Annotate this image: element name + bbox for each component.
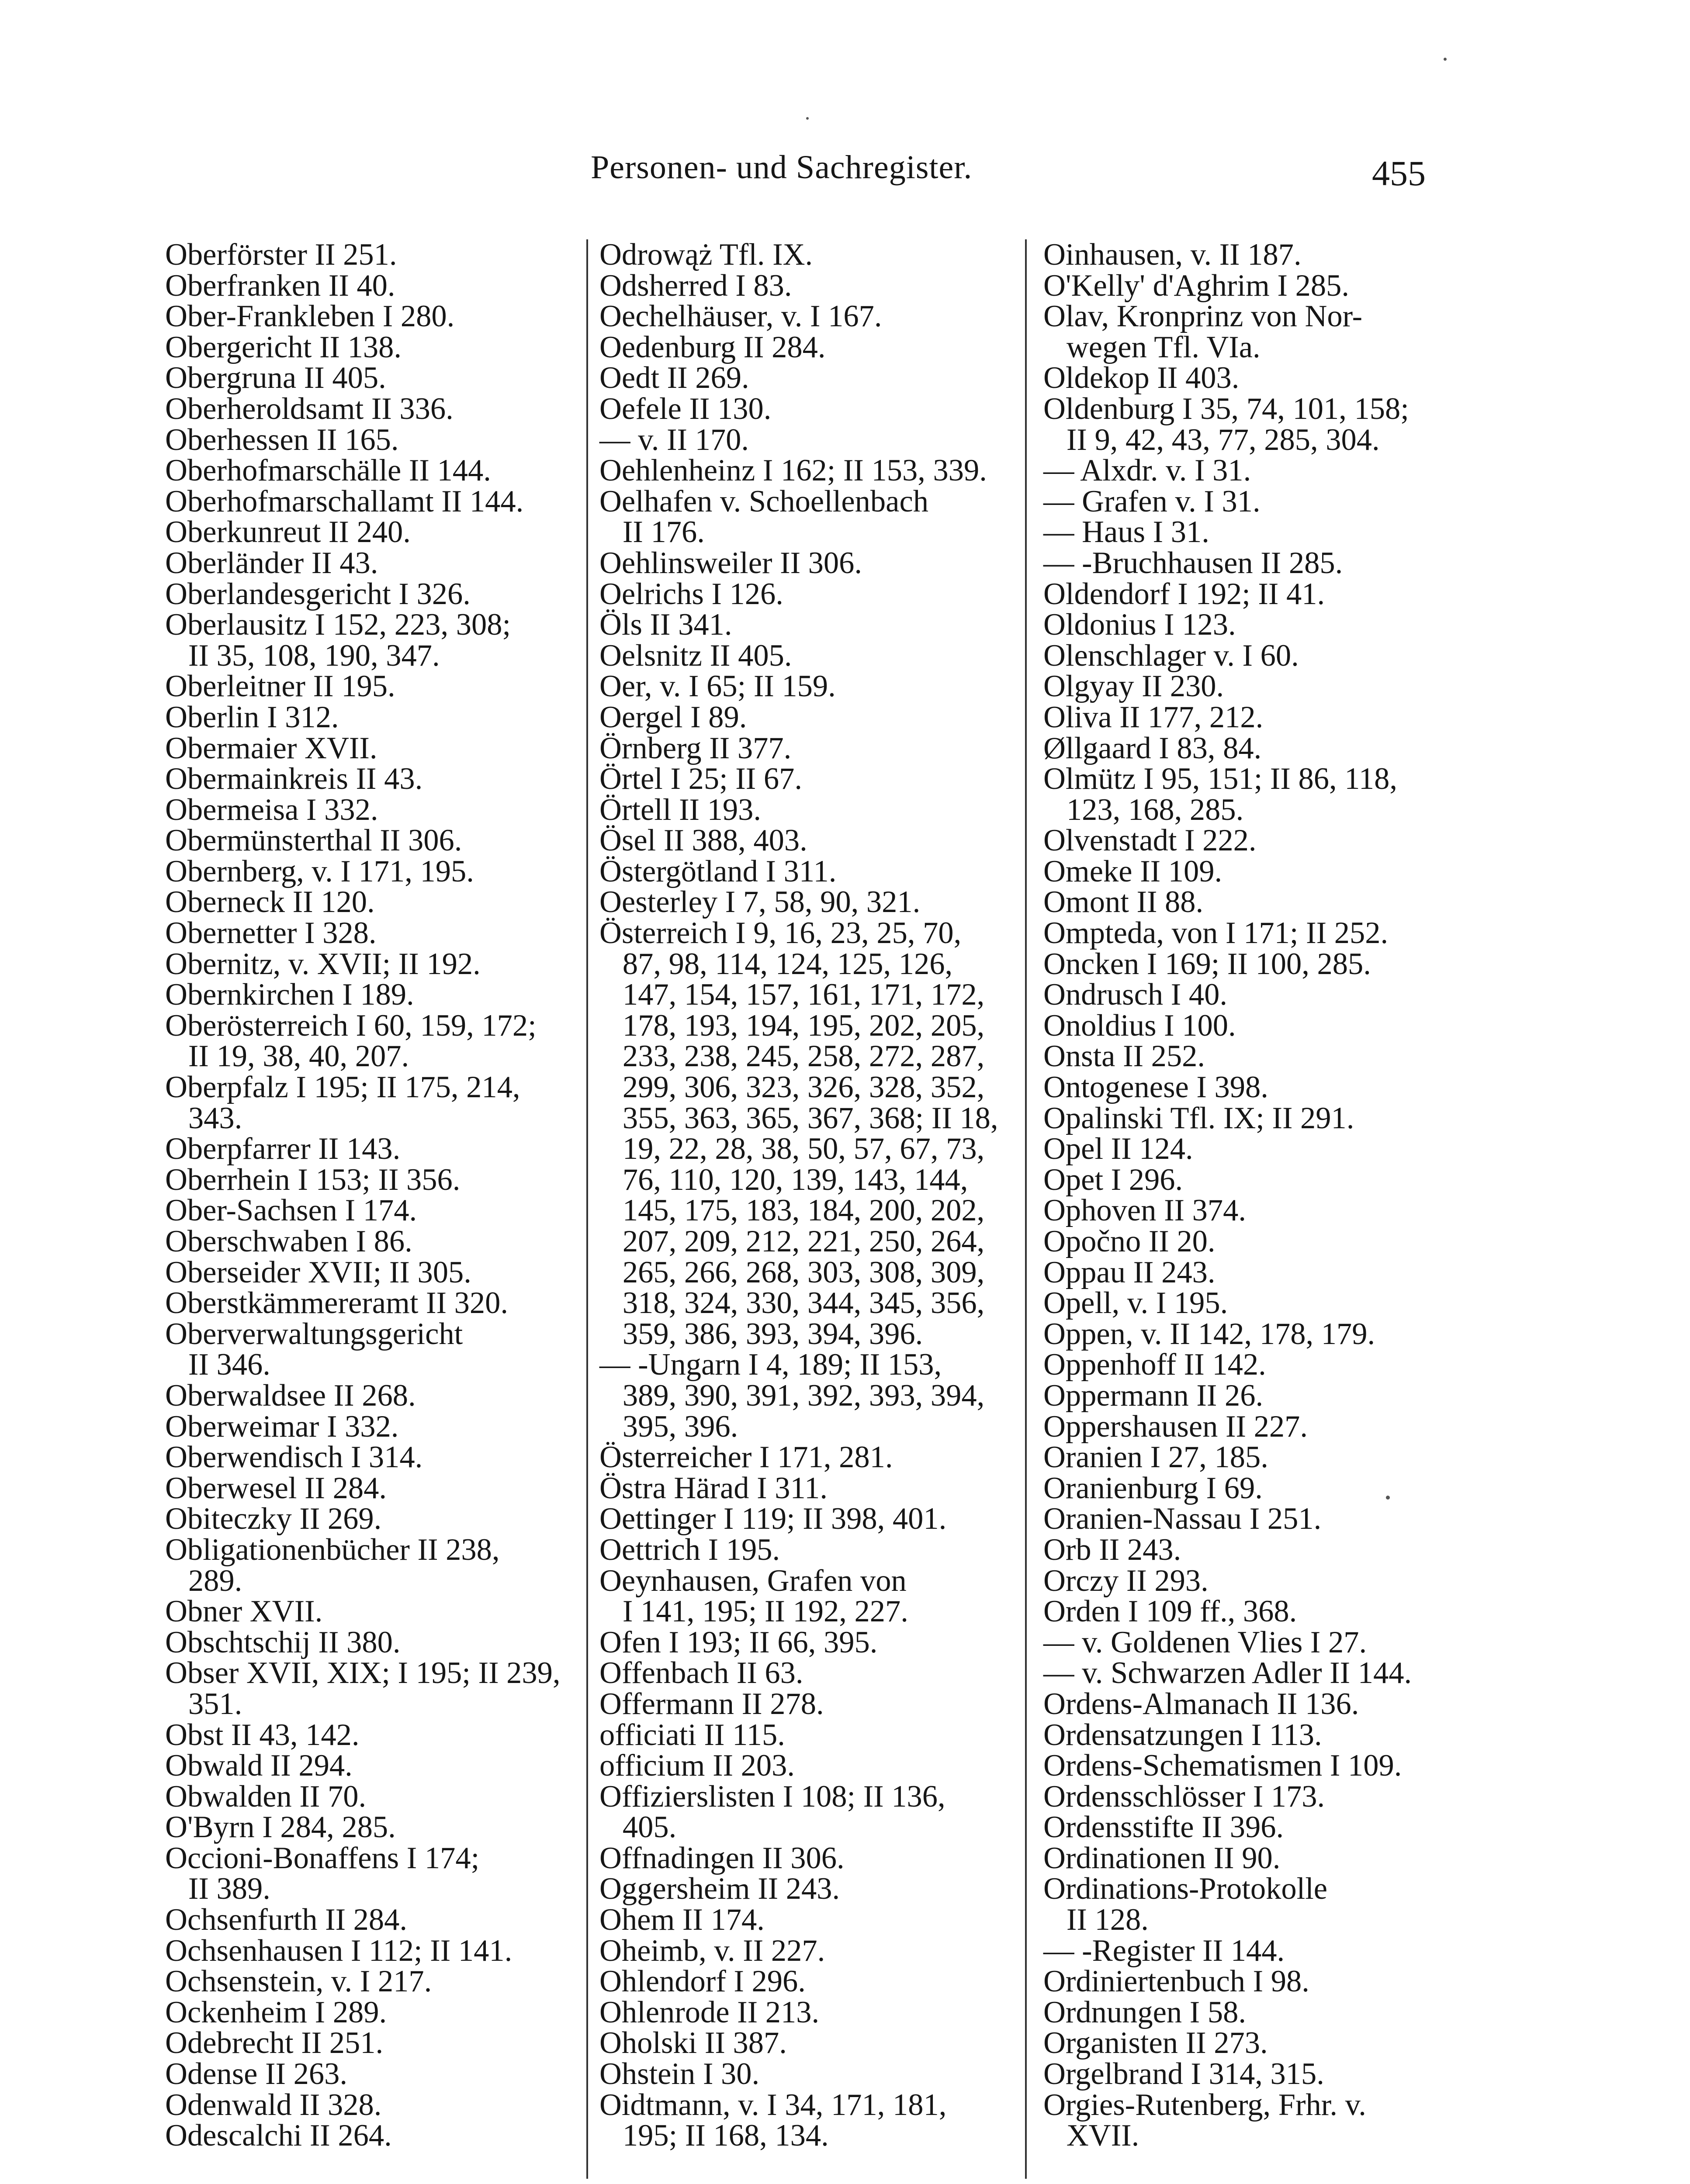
index-entry-line: Oberlandesgericht I 326. bbox=[165, 577, 471, 611]
index-entry-line: Oberrhein I 153; II 356. bbox=[165, 1162, 461, 1197]
index-entry-line: Oelrichs I 126. bbox=[599, 577, 783, 611]
index-entry-line: Örnberg II 377. bbox=[599, 731, 792, 765]
index-entry-line: 87, 98, 114, 124, 125, 126, bbox=[599, 947, 953, 981]
index-entry-line: Ompteda, von I 171; II 252. bbox=[1043, 916, 1389, 950]
index-entry-line: Östra Härad I 311. bbox=[599, 1471, 828, 1505]
index-entry-line: Opočno II 20. bbox=[1043, 1224, 1216, 1258]
index-entry-line: Ochsenstein, v. I 217. bbox=[165, 1964, 432, 1999]
index-entry-line: Obergruna II 405. bbox=[165, 361, 386, 395]
index-entry-line: Ordensstifte II 396. bbox=[1043, 1810, 1284, 1845]
index-entry-line: Obernberg, v. I 171, 195. bbox=[165, 854, 474, 888]
index-entry-line: Oberwesel II 284. bbox=[165, 1471, 387, 1505]
index-entry-line: 145, 175, 183, 184, 200, 202, bbox=[599, 1193, 985, 1228]
index-entry-line: Odescalchi II 264. bbox=[165, 2118, 392, 2153]
index-entry-line: Obermaier XVII. bbox=[165, 731, 377, 765]
index-entry-line: Odenwald II 328. bbox=[165, 2087, 382, 2122]
index-entry-line: Obligationenbücher II 238, bbox=[165, 1532, 500, 1567]
index-entry-line: Obernkirchen I 189. bbox=[165, 978, 414, 1012]
index-entry-line: Oettinger I 119; II 398, 401. bbox=[599, 1502, 947, 1536]
index-entry-line: Oncken I 169; II 100, 285. bbox=[1043, 947, 1371, 981]
index-entry-line: Ösel II 388, 403. bbox=[599, 823, 807, 858]
index-entry-line: O'Kelly' d'Aghrim I 285. bbox=[1043, 268, 1349, 303]
page-header bbox=[0, 149, 1690, 210]
index-entry-line: Orgelbrand I 314, 315. bbox=[1043, 2057, 1324, 2091]
index-entry-line: — Grafen v. I 31. bbox=[1043, 484, 1261, 518]
index-entry-line: Offermann II 278. bbox=[599, 1686, 824, 1721]
index-entry-line: Øllgaard I 83, 84. bbox=[1043, 731, 1262, 765]
index-entry-line: Ordinationen II 90. bbox=[1043, 1841, 1281, 1875]
index-entry-line: Oettrich I 195. bbox=[599, 1532, 780, 1567]
index-entry-line: 123, 168, 285. bbox=[1043, 792, 1244, 827]
index-entry-line: Orczy II 293. bbox=[1043, 1563, 1209, 1598]
index-entry-line: Oehlenheinz I 162; II 153, 339. bbox=[599, 453, 987, 488]
index-entry-line: Ohstein I 30. bbox=[599, 2057, 760, 2091]
index-column-3 bbox=[1043, 239, 1454, 2151]
index-entry-line: Onsta II 252. bbox=[1043, 1039, 1205, 1074]
index-entry-line: Obermünsterthal II 306. bbox=[165, 823, 462, 858]
index-entry-line: — -Bruchhausen II 285. bbox=[1043, 546, 1343, 580]
index-entry-line: Orb II 243. bbox=[1043, 1532, 1181, 1567]
index-entry-line: — v. Schwarzen Adler II 144. bbox=[1043, 1656, 1412, 1690]
index-entry-line: Oldenburg I 35, 74, 101, 158; bbox=[1043, 391, 1409, 426]
index-entry-line: Oelsnitz II 405. bbox=[599, 638, 792, 673]
index-entry-line: Ochsenfurth II 284. bbox=[165, 1903, 408, 1937]
index-entry-line: 318, 324, 330, 344, 345, 356, bbox=[599, 1286, 985, 1320]
index-entry-line: Oranien-Nassau I 251. bbox=[1043, 1502, 1322, 1536]
index-entry-line: Oberhofmarschälle II 144. bbox=[165, 453, 491, 488]
index-entry-line: 405. bbox=[599, 1810, 677, 1845]
index-entry-line: Oeynhausen, Grafen von bbox=[599, 1563, 907, 1598]
paper-speck bbox=[1444, 58, 1447, 61]
index-entry-line: officiati II 115. bbox=[599, 1717, 785, 1752]
index-entry-line: — Alxdr. v. I 31. bbox=[1043, 453, 1251, 488]
index-entry-line: Offenbach II 63. bbox=[599, 1656, 803, 1690]
index-entry-line: Odense II 263. bbox=[165, 2057, 348, 2091]
index-entry-line: Oldendorf I 192; II 41. bbox=[1043, 577, 1325, 611]
index-entry-line: Oggersheim II 243. bbox=[599, 1872, 840, 1906]
index-entry-line: 178, 193, 194, 195, 202, 205, bbox=[599, 1008, 985, 1043]
index-entry-line: Oheimb, v. II 227. bbox=[599, 1933, 825, 1968]
index-entry-line: Onoldius I 100. bbox=[1043, 1008, 1236, 1043]
column-divider bbox=[1025, 239, 1027, 2179]
index-entry-line: Oer, v. I 65; II 159. bbox=[599, 669, 836, 704]
index-entry-line: Omeke II 109. bbox=[1043, 854, 1222, 888]
index-entry-line: Ober-Sachsen I 174. bbox=[165, 1193, 417, 1228]
index-entry-line: II 9, 42, 43, 77, 285, 304. bbox=[1043, 422, 1380, 457]
index-entry-line: O'Byrn I 284, 285. bbox=[165, 1810, 396, 1845]
index-entry-line: 265, 266, 268, 303, 308, 309, bbox=[599, 1255, 985, 1289]
index-entry-line: 289. bbox=[165, 1563, 242, 1598]
index-entry-line: Offnadingen II 306. bbox=[599, 1841, 845, 1875]
index-entry-line: Oppershausen II 227. bbox=[1043, 1409, 1308, 1444]
index-entry-line: Ofen I 193; II 66, 395. bbox=[599, 1625, 878, 1659]
index-entry-line: Obiteczky II 269. bbox=[165, 1502, 382, 1536]
index-entry-line: Oholski II 387. bbox=[599, 2026, 787, 2060]
index-entry-line: Oppau II 243. bbox=[1043, 1255, 1216, 1289]
index-entry-line: Obschtschij II 380. bbox=[165, 1625, 401, 1659]
index-entry-line: Oberpfarrer II 143. bbox=[165, 1132, 401, 1166]
index-entry-line: Oberleitner II 195. bbox=[165, 669, 395, 704]
index-entry-line: Ohlendorf I 296. bbox=[599, 1964, 806, 1999]
index-entry-line: officium II 203. bbox=[599, 1749, 795, 1783]
index-entry-line: Obermeisa I 332. bbox=[165, 792, 378, 827]
index-entry-line: Ophoven II 374. bbox=[1043, 1193, 1247, 1228]
index-entry-line: Oberheroldsamt II 336. bbox=[165, 391, 454, 426]
index-entry-line: Oesterley I 7, 58, 90, 321. bbox=[599, 885, 921, 919]
index-entry-line: 233, 238, 245, 258, 272, 287, bbox=[599, 1039, 985, 1074]
index-entry-line: II 346. bbox=[165, 1348, 270, 1382]
index-entry-line: Obst II 43, 142. bbox=[165, 1717, 360, 1752]
index-entry-line: — v. Goldenen Vlies I 27. bbox=[1043, 1625, 1367, 1659]
index-entry-line: Östergötland I 311. bbox=[599, 854, 837, 888]
index-entry-line: Oberweimar I 332. bbox=[165, 1409, 399, 1444]
index-entry-line: Oppen, v. II 142, 178, 179. bbox=[1043, 1317, 1375, 1351]
index-entry-line: Oldonius I 123. bbox=[1043, 608, 1236, 642]
index-entry-line: Oechelhäuser, v. I 167. bbox=[599, 299, 882, 334]
index-entry-line: Ordiniertenbuch I 98. bbox=[1043, 1964, 1309, 1999]
index-entry-line: — v. II 170. bbox=[599, 422, 749, 457]
index-entry-line: Odrowąż Tfl. IX. bbox=[599, 238, 813, 272]
index-entry-line: Oelhafen v. Schoellenbach bbox=[599, 484, 928, 518]
index-entry-line: Oberstkämmereramt II 320. bbox=[165, 1286, 509, 1320]
index-entry-line: Ockenheim I 289. bbox=[165, 1995, 387, 2029]
paper-speck bbox=[806, 117, 809, 120]
index-entry-line: Oberwendisch I 314. bbox=[165, 1440, 423, 1475]
index-entry-line: 355, 363, 365, 367, 368; II 18, bbox=[599, 1101, 998, 1135]
index-entry-line: Österreich I 9, 16, 23, 25, 70, bbox=[599, 916, 962, 950]
index-entry-line: 359, 386, 393, 394, 396. bbox=[599, 1317, 923, 1351]
index-entry-line: Olav, Kronprinz von Nor- bbox=[1043, 299, 1363, 334]
index-entry-line: Opalinski Tfl. IX; II 291. bbox=[1043, 1101, 1354, 1135]
index-entry-line: XVII. bbox=[1043, 2118, 1139, 2153]
index-entry-line: Obernetter I 328. bbox=[165, 916, 377, 950]
index-entry-line: I 141, 195; II 192, 227. bbox=[599, 1594, 908, 1629]
index-entry-line: Olmütz I 95, 151; II 86, 118, bbox=[1043, 762, 1397, 796]
index-entry-line: II 389. bbox=[165, 1872, 270, 1906]
index-entry-line: 147, 154, 157, 161, 171, 172, bbox=[599, 978, 985, 1012]
index-entry-line: Oberösterreich I 60, 159, 172; bbox=[165, 1008, 537, 1043]
index-entry-line: Oergel I 89. bbox=[599, 700, 747, 734]
index-entry-line: — Haus I 31. bbox=[1043, 515, 1209, 549]
index-entry-line: Oinhausen, v. II 187. bbox=[1043, 238, 1302, 272]
index-column-2 bbox=[599, 239, 1006, 2151]
index-entry-line: Oberkunreut II 240. bbox=[165, 515, 411, 549]
index-entry-line: Oberfranken II 40. bbox=[165, 268, 395, 303]
index-entry-line: Ordens-Schematismen I 109. bbox=[1043, 1749, 1402, 1783]
index-entry-line: II 128. bbox=[1043, 1903, 1149, 1937]
index-entry-line: Örtell II 193. bbox=[599, 792, 762, 827]
index-entry-line: Ohem II 174. bbox=[599, 1903, 765, 1937]
index-entry-line: Österreicher I 171, 281. bbox=[599, 1440, 893, 1475]
index-entry-line: Oberverwaltungsgericht bbox=[165, 1317, 463, 1351]
running-title: Personen- und Sachregister. bbox=[591, 149, 973, 186]
index-entry-line: Olgyay II 230. bbox=[1043, 669, 1224, 704]
index-entry-line: — -Ungarn I 4, 189; II 153, bbox=[599, 1348, 942, 1382]
index-entry-line: Orgies-Rutenberg, Frhr. v. bbox=[1043, 2087, 1366, 2122]
index-entry-line: 195; II 168, 134. bbox=[599, 2118, 829, 2153]
index-entry-line: 389, 390, 391, 392, 393, 394, bbox=[599, 1378, 985, 1413]
index-entry-line: Occioni-Bonaffens I 174; bbox=[165, 1841, 480, 1875]
index-entry-line: Ober-Frankleben I 280. bbox=[165, 299, 455, 334]
index-entry-line: Oberpfalz I 195; II 175, 214, bbox=[165, 1070, 520, 1105]
index-entry-line: Ohlenrode II 213. bbox=[599, 1995, 820, 2029]
index-entry-line: Opet I 296. bbox=[1043, 1162, 1183, 1197]
index-entry-line: Ordens-Almanach II 136. bbox=[1043, 1686, 1359, 1721]
index-entry-line: 351. bbox=[165, 1686, 242, 1721]
index-entry-line: Ordinations-Protokolle bbox=[1043, 1872, 1328, 1906]
index-entry-line: II 176. bbox=[599, 515, 705, 549]
index-entry-line: Obner XVII. bbox=[165, 1594, 323, 1629]
index-entry-line: Oberförster II 251. bbox=[165, 238, 397, 272]
index-entry-line: Organisten II 273. bbox=[1043, 2026, 1268, 2060]
index-entry-line: Oberneck II 120. bbox=[165, 885, 375, 919]
index-entry-line: Örtel I 25; II 67. bbox=[599, 762, 802, 796]
index-entry-line: Oberwaldsee II 268. bbox=[165, 1378, 416, 1413]
index-entry-line: Oedt II 269. bbox=[599, 361, 749, 395]
index-entry-line: Ordensschlösser I 173. bbox=[1043, 1779, 1325, 1814]
index-entry-line: Ochsenhausen I 112; II 141. bbox=[165, 1933, 513, 1968]
index-entry-line: Oberlausitz I 152, 223, 308; bbox=[165, 608, 511, 642]
index-entry-line: Oehlinsweiler II 306. bbox=[599, 546, 862, 580]
index-entry-line: Oberseider XVII; II 305. bbox=[165, 1255, 471, 1289]
index-column-1 bbox=[165, 239, 571, 2151]
index-entry-line: Odsherred I 83. bbox=[599, 268, 792, 303]
index-entry-line: Orden I 109 ff., 368. bbox=[1043, 1594, 1297, 1629]
index-entry-line: II 35, 108, 190, 347. bbox=[165, 638, 440, 673]
index-entry-line: Obergericht II 138. bbox=[165, 330, 402, 364]
column-divider bbox=[586, 239, 588, 2179]
index-entry-line: wegen Tfl. VIa. bbox=[1043, 330, 1261, 364]
index-entry-line: Olenschlager v. I 60. bbox=[1043, 638, 1299, 673]
index-entry-line: 395, 396. bbox=[599, 1409, 738, 1444]
index-entry-line: Öls II 341. bbox=[599, 608, 732, 642]
index-entry-line: Ordensatzungen I 113. bbox=[1043, 1717, 1322, 1752]
paper-speck bbox=[1386, 1496, 1390, 1500]
index-entry-line: Olvenstadt I 222. bbox=[1043, 823, 1257, 858]
index-entry-line: Obwald II 294. bbox=[165, 1749, 353, 1783]
index-entry-line: 343. bbox=[165, 1101, 242, 1135]
index-entry-line: 76, 110, 120, 139, 143, 144, bbox=[599, 1162, 968, 1197]
index-entry-line: II 19, 38, 40, 207. bbox=[165, 1039, 409, 1074]
index-entry-line: Oefele II 130. bbox=[599, 391, 772, 426]
index-entry-line: Oberlin I 312. bbox=[165, 700, 339, 734]
index-entry-line: Opel II 124. bbox=[1043, 1132, 1193, 1166]
index-entry-line: Opell, v. I 195. bbox=[1043, 1286, 1228, 1320]
index-entry-line: Oranien I 27, 185. bbox=[1043, 1440, 1268, 1475]
index-entry-line: Oedenburg II 284. bbox=[599, 330, 826, 364]
index-entry-line: Obernitz, v. XVII; II 192. bbox=[165, 947, 481, 981]
page-number: 455 bbox=[1372, 153, 1426, 193]
index-entry-line: Odebrecht II 251. bbox=[165, 2026, 384, 2060]
index-entry-line: 299, 306, 323, 326, 328, 352, bbox=[599, 1070, 985, 1105]
index-entry-line: Oberhessen II 165. bbox=[165, 422, 399, 457]
index-entry-line: Ontogenese I 398. bbox=[1043, 1070, 1268, 1105]
index-entry-line: Oldekop II 403. bbox=[1043, 361, 1240, 395]
index-entry-line: Obser XVII, XIX; I 195; II 239, bbox=[165, 1656, 561, 1690]
index-entry-line: Offizierslisten I 108; II 136, bbox=[599, 1779, 945, 1814]
index-entry-line: 19, 22, 28, 38, 50, 57, 67, 73, bbox=[599, 1132, 985, 1166]
index-entry-line: Oberschwaben I 86. bbox=[165, 1224, 412, 1258]
index-entry-line: Oranienburg I 69. bbox=[1043, 1471, 1263, 1505]
index-entry-line: Obermainkreis II 43. bbox=[165, 762, 423, 796]
index-entry-line: Ondrusch I 40. bbox=[1043, 978, 1227, 1012]
index-entry-line: Oberländer II 43. bbox=[165, 546, 378, 580]
index-entry-line: 207, 209, 212, 221, 250, 264, bbox=[599, 1224, 985, 1258]
index-entry-line: Oberhofmarschallamt II 144. bbox=[165, 484, 524, 518]
index-entry-line: Obwalden II 70. bbox=[165, 1779, 367, 1814]
index-entry-line: Oppenhoff II 142. bbox=[1043, 1348, 1266, 1382]
index-entry-line: Omont II 88. bbox=[1043, 885, 1204, 919]
index-entry-line: Oidtmann, v. I 34, 171, 181, bbox=[599, 2087, 947, 2122]
index-entry-line: Ordnungen I 58. bbox=[1043, 1995, 1247, 2029]
index-entry-line: Oliva II 177, 212. bbox=[1043, 700, 1264, 734]
index-entry-line: — -Register II 144. bbox=[1043, 1933, 1285, 1968]
index-entry-line: Oppermann II 26. bbox=[1043, 1378, 1264, 1413]
